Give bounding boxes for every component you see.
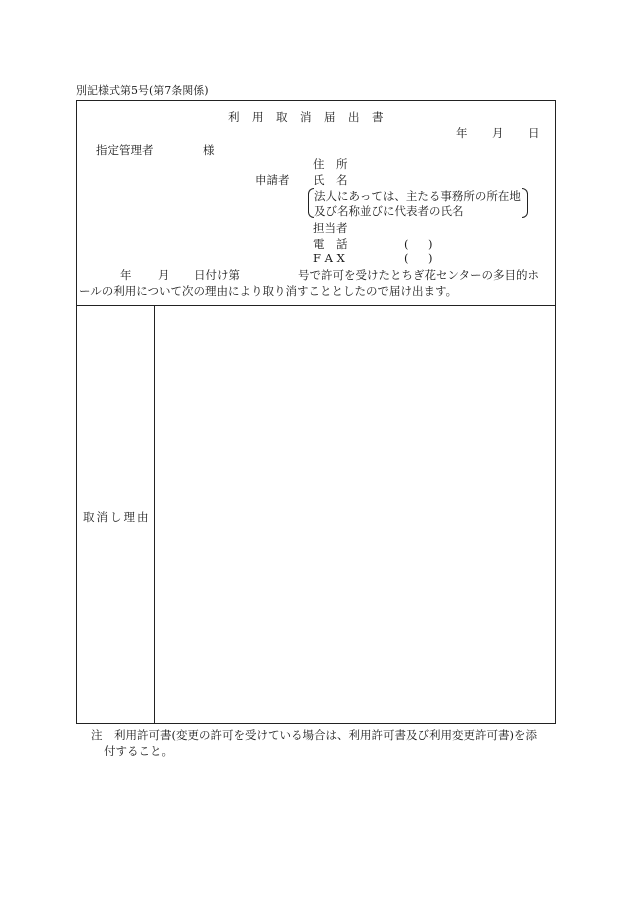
- bracket-right: [522, 188, 528, 218]
- body-year: 年: [120, 268, 132, 282]
- corporation-note-line2: 及び名称並びに代表者の氏名: [314, 204, 464, 218]
- corporation-note-line1: 法人にあっては、主たる事務所の所在地: [314, 189, 521, 203]
- reason-column-divider: [154, 305, 155, 724]
- form-title: 利用取消届出書: [228, 110, 396, 124]
- body-line1-rest: 号で許可を受けたとちぎ花センターの多目的ホ: [298, 268, 540, 282]
- date-year-label: 年: [456, 126, 468, 140]
- body-line2: ールの利用について次の理由により取り消すこととしたので届け出ます。: [79, 284, 458, 298]
- note-line2: 付すること。: [104, 744, 173, 758]
- applicant-label: 申請者: [255, 173, 290, 187]
- section-divider: [76, 305, 556, 306]
- applicant-address-label: 住 所: [313, 157, 348, 171]
- applicant-name-label: 氏 名: [313, 173, 348, 187]
- phone-label: 電 話: [313, 237, 348, 251]
- fax-label: F A X: [313, 251, 345, 265]
- phone-area-code-paren: ( ): [404, 237, 437, 251]
- contact-person-label: 担当者: [313, 221, 348, 235]
- date-day-label: 日: [528, 126, 540, 140]
- cancellation-reason-label: 取消し理由: [83, 510, 151, 524]
- body-month: 月: [158, 268, 170, 282]
- form-number-label: 別記様式第5号(第7条関係): [76, 84, 209, 97]
- body-date-no: 日付け第: [194, 268, 240, 282]
- fax-area-code-paren: ( ): [404, 251, 437, 265]
- date-month-label: 月: [492, 126, 504, 140]
- addressee-manager: 指定管理者: [96, 143, 154, 157]
- note-line1: 注 利用許可書(変更の許可を受けている場合は、利用許可書及び利用変更許可書)を添: [91, 728, 537, 742]
- addressee-honorific: 様: [203, 143, 215, 157]
